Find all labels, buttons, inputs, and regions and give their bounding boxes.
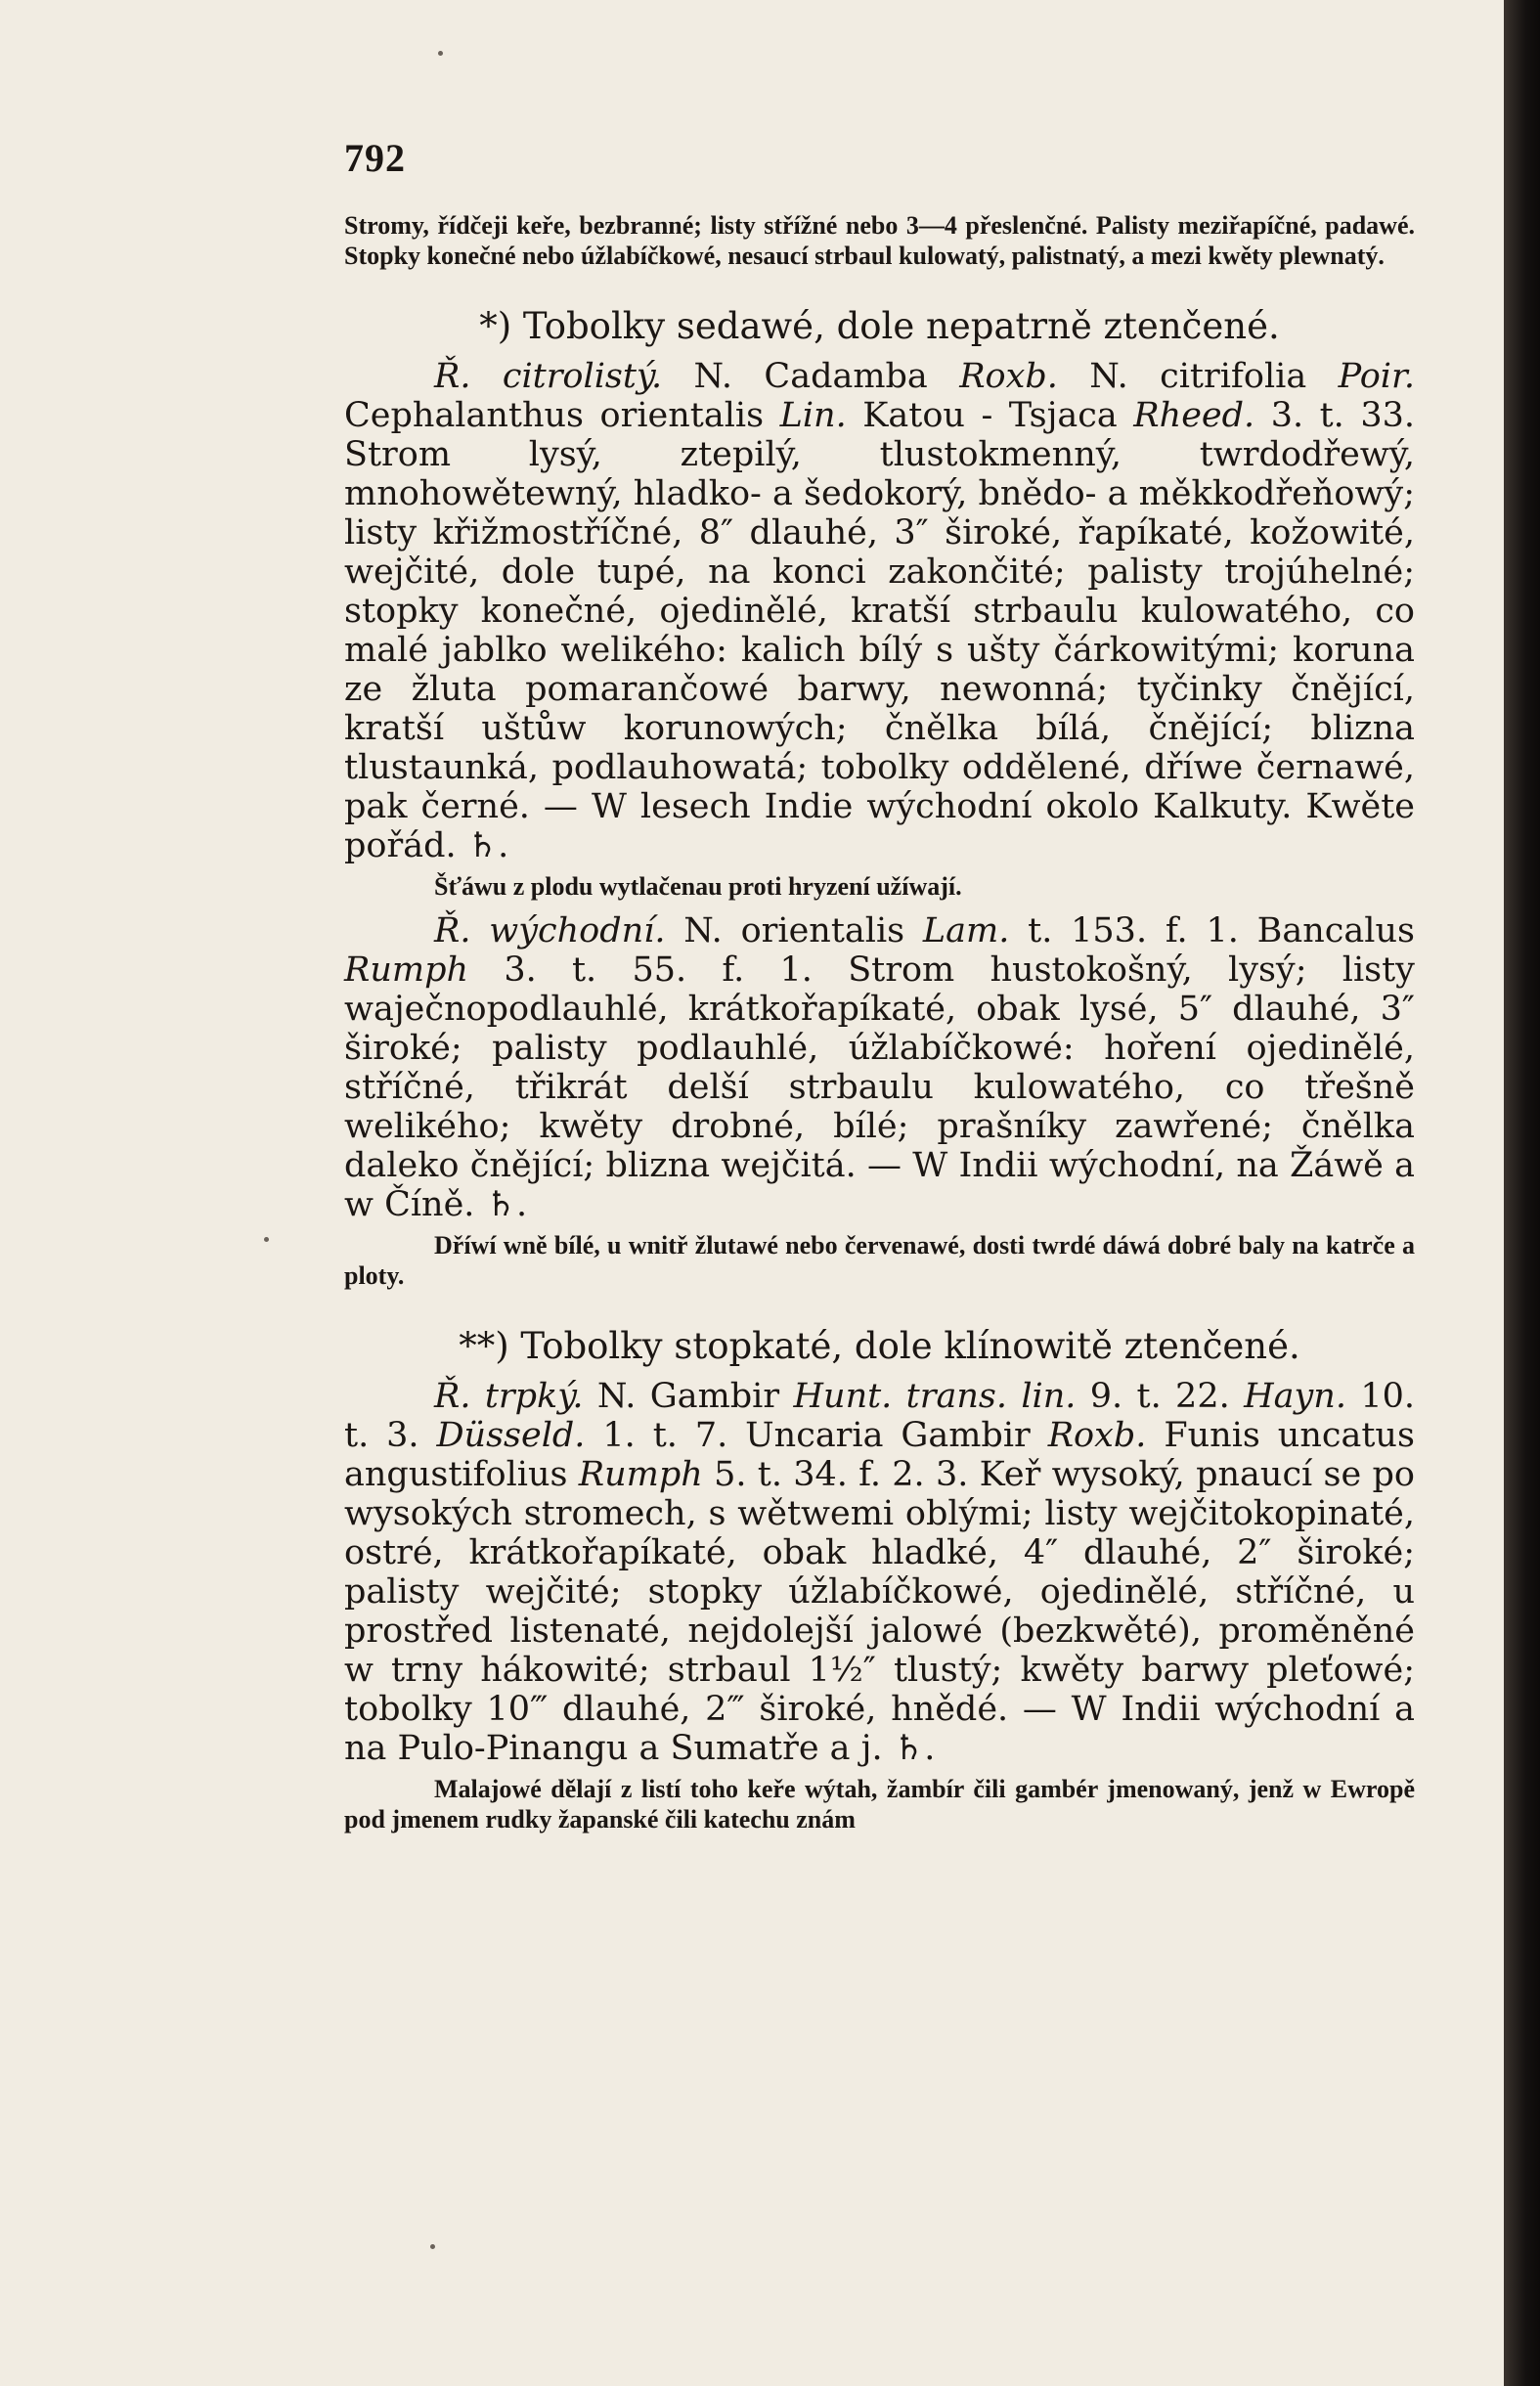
page-number: 792 [344,136,406,180]
entry-name: Ř. wýchodní. [434,911,666,950]
speck-mark [438,51,443,56]
entry-wychodni: Ř. wýchodní. N. orientalis Lam. t. 153. f. 1. Bancalus Rumph 3. t. 55. f. 1. Strom hustokošný, lysý; listy waječnopodlauhlé, krátkořapíkaté, obak lysé, 5″ dlauhé, 3″ široké; palisty podlauhlé, úžlabíčkowé: hoření ojedinělé, stříčné, třikrát delší strbaulu kulowatého, co třešně welikého; kwěty drobné, bílé; prašníky zawřené; čnělka daleko čnějící; blizna wejčitá. — W Indii wýchodní, na Žáwě a w Číně. ♄. [344,911,1415,1224]
speck-mark [430,2244,435,2249]
section-header-stalked: **) Tobolky stopkaté, dole klínowitě ztenčené. [459,1325,1300,1367]
intro-note: Stromy, řídčeji keře, bezbranné; listy střížné nebo 3—4 přeslenčné. Palisty meziřapíčné, padawé. Stopky konečné nebo úžlabíčkowé, nesaucí strbaul kulowatý, palistnatý, a mezi kwěty plewnatý. [344,211,1415,270]
reference: 3. t. 55. f. 1. [504,950,813,990]
entry-note: Šťáwu z plodu wytlačenau proti hryzení užíwají. [434,872,962,901]
synonym: Katou - Tsjaca [862,396,1118,435]
author: Rheed. [1133,396,1255,435]
synonym: N. orientalis [683,911,905,950]
page-edge-shadow [1504,0,1540,2386]
synonym: Funis uncatus angustifolius [344,1416,1415,1494]
entry-name: Ř. citrolistý. [434,357,663,396]
entry-description: Strom lysý, ztepilý, tlustokmenný, twrdodřewý, mnohowětewný, hladko- a šedokorý, bnědo- a měkkodřeňowý; listy křižmostříčné, 8″ dlauhé, 3″ široké, řapíkaté, kožowité, wejčité, dole tupé, na konci zakončité; palisty trojúhelné; stopky konečné, ojedinělé, kratší strbaulu kulowatého, co malé jablko welikého: kalich bílý s ušty čárkowitými; koruna ze žluta pomarančowé barwy, newonná; tyčinky čnějící, kratší uštůw korunowých; čnělka bílá, čnějící; blizna tlustaunká, podlauhowatá; tobolky oddělené, dříwe černawé, pak černé. — W lesech Indie wýchodní okolo Kalkuty. Kwěte pořád. [344,435,1415,865]
author: Poir. [1338,357,1416,396]
author: Roxb. [959,357,1058,396]
entry-name: Ř. trpký. [434,1377,584,1416]
author: Lin. [779,396,847,435]
perennial-symbol: ♄ [466,826,499,865]
entry-description: Keř wysoký, pnaucí se po wysokých stromech, s wětwemi oblými; listy wejčitokopinaté, ostré, krátkořapíkaté, obak hladké, 4″ dlauhé, 2″ široké; palisty wejčité; stopky úžlabíčkowé, ojedinělé, stříčné, u prostřed listenaté, nejdolejší jalowé (bezkwěté), proměněné w trny hákowité; strbaul 1½″ tlustý; kwěty barwy pleťowé; tobolky 10‴ dlauhé, 2‴ široké, hnědé. — W Indii wýchodní a na Pulo-Pinangu a Sumatře a j. [344,1455,1415,1768]
author: Roxb. [1047,1416,1147,1455]
synonym: Cephalanthus orientalis [344,396,765,435]
page-content [344,210,1415,1834]
author: Rumph [578,1455,703,1494]
perennial-symbol: ♄ [485,1185,516,1224]
entry-trpky: Ř. trpký. N. Gambir Hunt. trans. lin. 9. t. 22. Hayn. 10. t. 3. Düsseld. 1. t. 7. Uncaria Gambir Roxb. Funis uncatus angustifolius Rumph 5. t. 34. f. 2. 3. Keř wysoký, pnaucí se po wysokých stromech, s wětwemi oblými; listy wejčitokopinaté, ostré, krátkořapíkaté, obak hladké, 4″ dlauhé, 2″ široké; palisty wejčité; stopky úžlabíčkowé, ojedinělé, stříčné, u prostřed listenaté, nejdolejší jalowé (bezkwěté), proměněné w trny hákowité; strbaul 1½″ tlustý; kwěty barwy pleťowé; tobolky 10‴ dlauhé, 2‴ široké, hnědé. — W Indii wýchodní a na Pulo-Pinangu a Sumatře a j. ♄. [344,1377,1415,1768]
reference: 9. t. 22. [1089,1377,1230,1416]
speck-mark [264,1237,269,1242]
reference: 5. t. 34. f. 2. 3. [714,1455,969,1494]
entry-note: Malajowé dělají z listí toho keře wýtah, žambír čili gambér jmenowaný, jenž w Ewropě pod jmenem rudky žapanské čili katechu znám [344,1775,1415,1834]
synonym: Bancalus [1256,911,1415,950]
synonym: N. Gambir [596,1377,780,1416]
author: Hunt. trans. lin. [793,1377,1077,1416]
author: Rumph [344,950,469,990]
reference: 10. t. 3. [344,1377,1415,1455]
entry-note: Dříwí wně bílé, u wnitř žlutawé nebo červenawé, dosti twrdé dáwá dobré baly na katrče a ploty. [344,1231,1415,1290]
reference: 3. t. 33. [1270,396,1415,435]
entry-citrolisty: Ř. citrolistý. N. Cadamba Roxb. N. citrifolia Poir. Cephalanthus orientalis Lin. Katou - Tsjaca Rheed. 3. t. 33. Strom lysý, ztepilý, tlustokmenný, twrdodřewý, mnohowětewný, hladko- a šedokorý, bnědo- a měkkodřeňowý; listy křižmostříčné, 8″ dlauhé, 3″ široké, řapíkaté, kožowité, wejčité, dole tupé, na konci zakončité; palisty trojúhelné; stopky konečné, ojedinělé, kratší strbaulu kulowatého, co malé jablko welikého: kalich bílý s ušty čárkowitými; koruna ze žluta pomarančowé barwy, newonná; tyčinky čnějící, kratší uštůw korunowých; čnělka bílá, čnějící; blizna tlustaunká, podlauhowatá; tobolky oddělené, dříwe černawé, pak černé. — W lesech Indie wýchodní okolo Kalkuty. Kwěte pořád. ♄. [344,357,1416,865]
author: Düsseld. [436,1416,586,1455]
perennial-symbol: ♄ [893,1729,925,1768]
author: Hayn. [1244,1377,1346,1416]
section-header-sessile: *) Tobolky sedawé, dole nepatrně ztenčené. [479,305,1280,347]
reference: 1. t. 7. [602,1416,728,1455]
entry-description: Strom hustokošný, lysý; listy waječnopodlauhlé, krátkořapíkaté, obak lysé, 5″ dlauhé, 3″ široké; palisty podlauhlé, úžlabíčkowé: hoření ojedinělé, stříčné, třikrát delší strbaulu kulowatého, co třešně welikého; kwěty drobné, bílé; prašníky zawřené; čnělka daleko čnějící; blizna wejčitá. — W Indii wýchodní, na Žáwě a w Číně. [344,950,1415,1224]
reference: t. 153. f. 1. [1028,911,1239,950]
synonym: N. Cadamba [693,357,928,396]
synonym: Uncaria Gambir [745,1416,1031,1455]
author: Lam. [922,911,1010,950]
synonym: N. citrifolia [1089,357,1307,396]
